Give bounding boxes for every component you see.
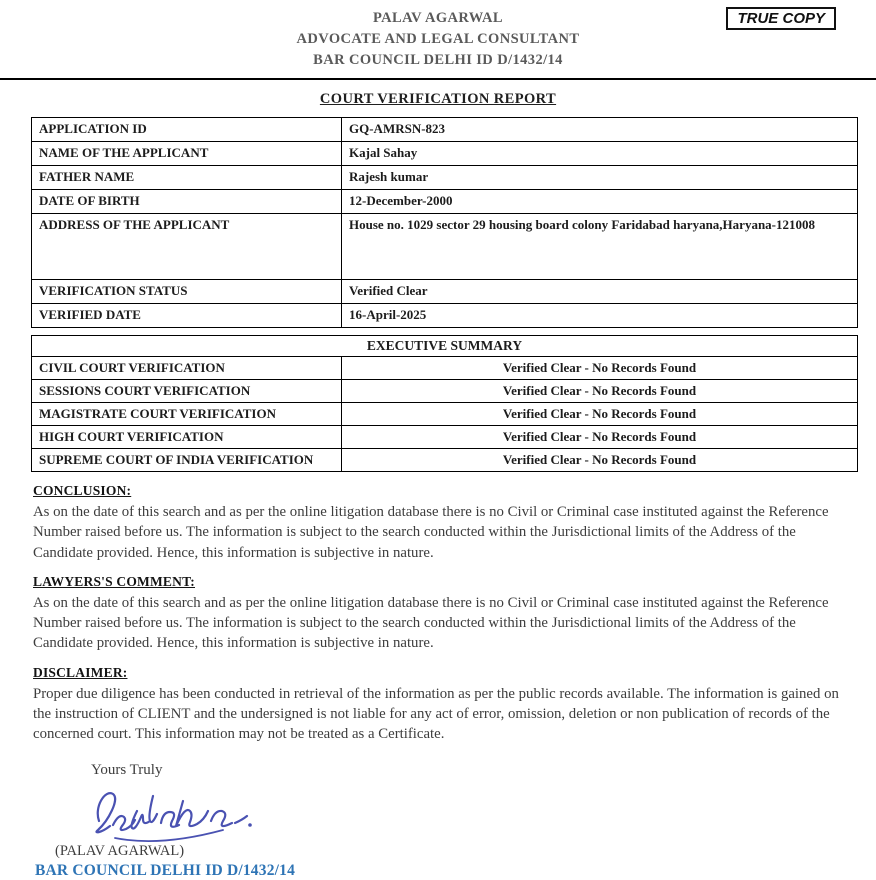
field-label: ADDRESS OF THE APPLICANT xyxy=(32,214,342,280)
field-label: DATE OF BIRTH xyxy=(32,190,342,214)
field-label: FATHER NAME xyxy=(32,166,342,190)
signature-name: (PALAV AGARWAL) xyxy=(55,843,185,860)
court-label: MAGISTRATE COURT VERIFICATION xyxy=(32,403,342,426)
section-disclaimer xyxy=(33,665,843,745)
header-divider xyxy=(0,78,876,80)
section-body: Proper due diligence has been conducted in retrieval of the information as per the public records available. The information is gained on the instruction of CLIENT and the undersigned is not liable for any act of error, omission, deletion or non publication of records of the concerned court. This information may not be treated as a Certificate. xyxy=(33,685,839,743)
court-label: SUPREME COURT OF INDIA VERIFICATION xyxy=(32,449,342,472)
table-row xyxy=(32,190,858,214)
field-value: Rajesh kumar xyxy=(342,166,858,190)
summary-row xyxy=(32,449,858,472)
field-label: NAME OF THE APPLICANT xyxy=(32,142,342,166)
signature-image xyxy=(85,781,843,847)
table-row xyxy=(32,214,858,280)
court-result: Verified Clear - No Records Found xyxy=(342,449,858,472)
advocate-name: PALAV AGARWAL xyxy=(373,10,503,26)
table-row xyxy=(32,166,858,190)
summary-row xyxy=(32,426,858,449)
closing-text: Yours Truly xyxy=(91,762,163,779)
section-lawyers-comment xyxy=(33,574,843,654)
court-label: CIVIL COURT VERIFICATION xyxy=(32,357,342,380)
report-sections xyxy=(0,483,876,880)
summary-row xyxy=(32,380,858,403)
table-row xyxy=(32,142,858,166)
signature-svg xyxy=(85,781,255,847)
table-row xyxy=(32,304,858,328)
court-result: Verified Clear - No Records Found xyxy=(342,380,858,403)
executive-summary-title: EXECUTIVE SUMMARY xyxy=(32,336,858,357)
advocate-title: ADVOCATE AND LEGAL CONSULTANT xyxy=(296,31,580,47)
court-result: Verified Clear - No Records Found xyxy=(342,357,858,380)
table-row xyxy=(32,118,858,142)
section-body: As on the date of this search and as per the online litigation database there is no Civil or Criminal case instituted against the Reference Number raised before us. The information is subject to the search conducted within the Jurisdictional limits of the Address of the Candidate provided. Hence, this information is subjective in nature. xyxy=(33,504,829,561)
field-value: 12-December-2000 xyxy=(342,190,858,214)
true-copy-stamp: TRUE COPY xyxy=(726,7,836,30)
section-body: As on the date of this search and as per the online litigation database there is no Civil or Criminal case instituted against the Reference Number raised before us. The information is subject to the search conducted within the Jurisdictional limits of the Address of the Candidate provided. Hence, this information is subjective in nature. xyxy=(33,594,829,652)
court-label: HIGH COURT VERIFICATION xyxy=(32,426,342,449)
table-row xyxy=(32,336,858,357)
table-row xyxy=(32,280,858,304)
field-value: Verified Clear xyxy=(342,280,858,304)
court-result: Verified Clear - No Records Found xyxy=(342,426,858,449)
applicant-table xyxy=(31,117,858,328)
summary-row xyxy=(32,403,858,426)
field-value: 16-April-2025 xyxy=(342,304,858,328)
field-value: Kajal Sahay xyxy=(342,142,858,166)
advocate-bar-id: BAR COUNCIL DELHI ID D/1432/14 xyxy=(313,52,563,68)
field-label: VERIFIED DATE xyxy=(32,304,342,328)
court-label: SESSIONS COURT VERIFICATION xyxy=(32,380,342,403)
section-heading: LAWYERS'S COMMENT: xyxy=(33,573,195,589)
section-conclusion xyxy=(33,483,843,563)
section-heading: CONCLUSION: xyxy=(33,483,132,498)
summary-row xyxy=(32,357,858,380)
report-title: COURT VERIFICATION REPORT xyxy=(319,91,557,107)
section-heading: DISCLAIMER: xyxy=(33,664,128,680)
signature-bar-id: BAR COUNCIL DELHI ID D/1432/14 xyxy=(35,862,296,880)
field-label: APPLICATION ID xyxy=(32,118,342,142)
executive-summary-table xyxy=(31,335,858,472)
court-result: Verified Clear - No Records Found xyxy=(342,403,858,426)
field-label: VERIFICATION STATUS xyxy=(32,280,342,304)
field-value: House no. 1029 sector 29 housing board colony Faridabad haryana,Haryana-121008 xyxy=(342,214,858,280)
field-value: GQ-AMRSN-823 xyxy=(342,118,858,142)
